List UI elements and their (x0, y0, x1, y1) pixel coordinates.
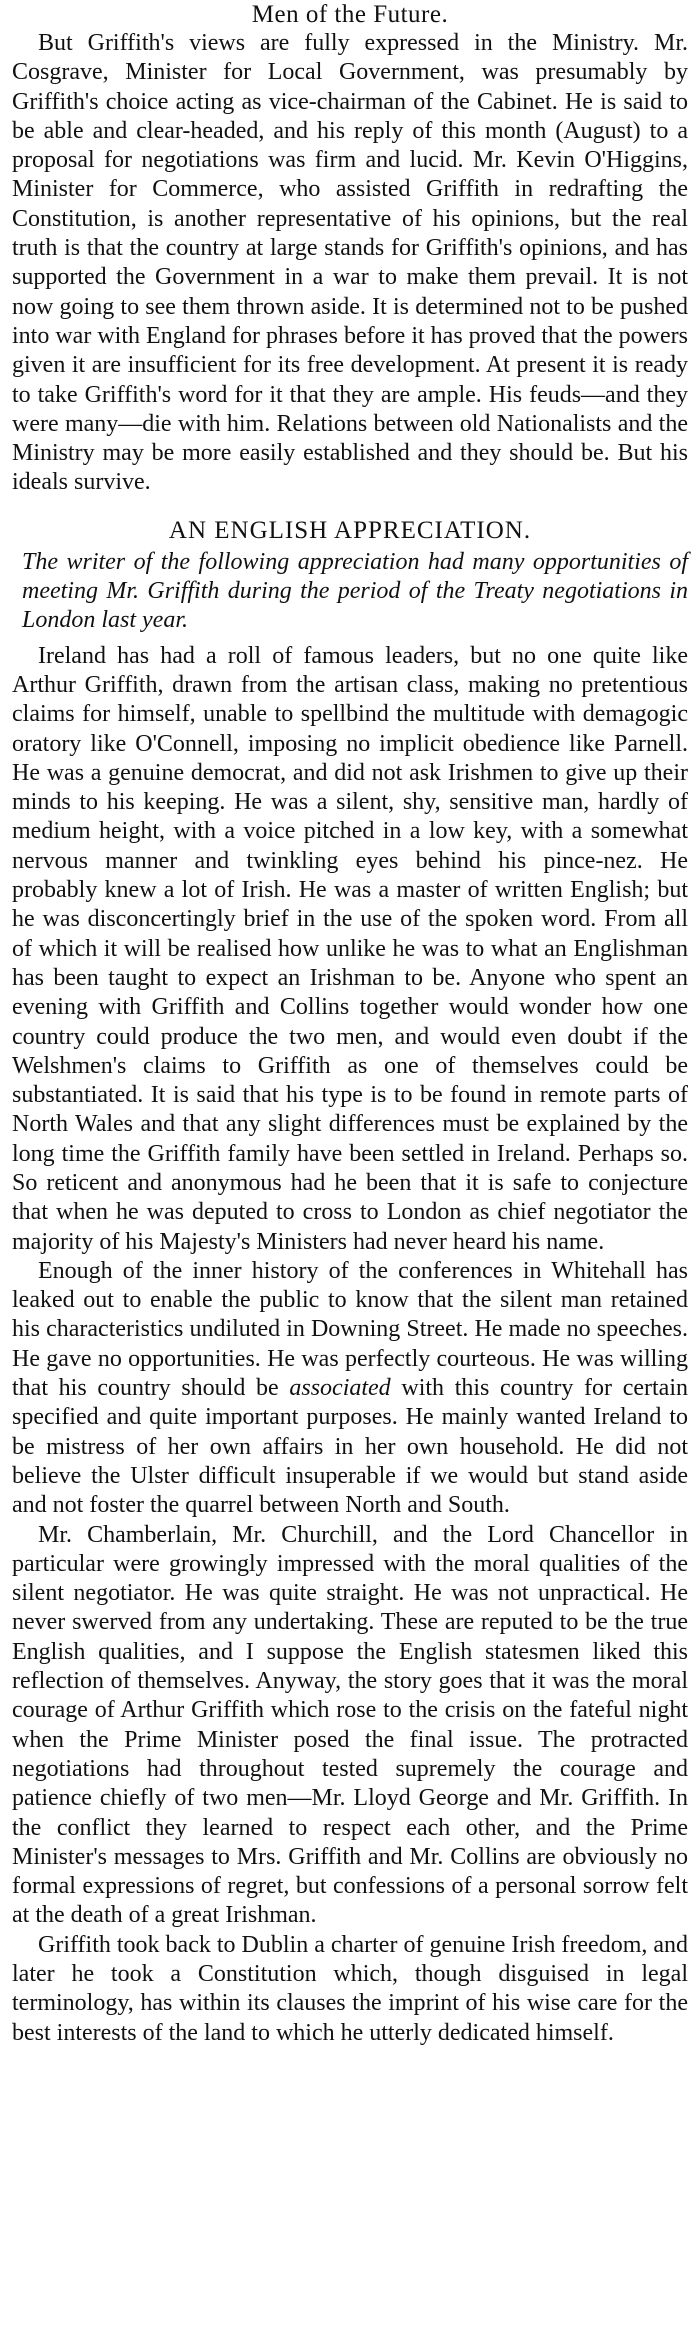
paragraph-2-text-after: with this country for certain specified and quite important purposes. He mainly wanted Ireland to be mistress of her own affairs in her own household. He did not believe the Ulster difficult insuperable if we would but stand aside and not foster the quarrel between North and South. (12, 1375, 688, 1519)
body-paragraph-1: Ireland has had a roll of famous leaders, but no one quite like Arthur Griffith, drawn from the artisan class, making no pretentious claims for himself, unable to spellbind the multitude with demagogic oratory like O'Connell, imposing no implicit obedience like Parnell. He was a genuine democrat, and did not ask Irishmen to give up their minds to his keeping. He was a silent, shy, sensitive man, hardly of medium height, with a voice pitched in a low key, with a somewhat nervous manner and twinkling eyes behind his pince-nez. He probably knew a lot of Irish. He was a master of written English; but he was disconcertingly brief in the use of the spoken word. From all of which it will be realised how unlike he was to what an Englishman has been taught to expect an Irishman to be. Anyone who spent an evening with Griffith and Collins together would wonder how one country could produce the two men, and would even doubt if the Welshmen's claims to Griffith as one of themselves could be substantiated. It is said that his type is to be found in remote parts of North Wales and that any slight differences must be explained by the long time the Griffith family have been settled in Ireland. Perhaps so. So reticent and anonymous had he been that it is safe to conjecture that when he was deputed to cross to London as chief negotiator the majority of his Majesty's Ministers had never heard his name. (12, 642, 688, 1255)
editor-note: The writer of the following appreciation had many opportunities of meeting Mr. Griffith during the period of the Treaty negotiations in London last year. (22, 548, 688, 634)
emphasis-associated: associated (289, 1375, 391, 1402)
body-paragraph-3: Mr. Chamberlain, Mr. Churchill, and the Lord Chancellor in particular were growingly impressed with the moral qualities of the silent negotiator. He was quite straight. He was not unpractical. He never swerved from any undertaking. These are reputed to be the true English qualities, and I suppose the English statesmen liked this reflection of themselves. Anyway, the story goes that it was the moral courage of Arthur Griffith which rose to the crisis on the fateful night when the Prime Minister posed the final issue. The protracted negotiations had throughout tested supremely the courage and patience chiefly of two men—Mr. Lloyd George and Mr. Griffith. In the conflict they learned to respect each other, and the Prime Minister's messages to Mrs. Griffith and Mr. Collins are obviously no formal expressions of regret, but confessions of a personal sorrow felt at the death of a great Irishman. (12, 1521, 688, 1929)
section-heading: AN ENGLISH APPRECIATION. (168, 516, 532, 544)
body-paragraph-2 (12, 1257, 688, 1521)
paragraph-2-text-before: Enough of the inner history of the conferences in Whitehall has leaked out to enable the public to know that the silent man retained his characteristics undiluted in Downing Street. He made no speeches. He gave no opportunities. He was perfectly courteous. He was willing that his country should be (12, 1257, 688, 1402)
intro-paragraph: But Griffith's views are fully expressed in the Ministry. Mr. Cosgrave, Minister for Local Government, was presumably by Griffith's choice acting as vice-chairman of the Cabinet. He is said to be able and clear-headed, and his reply of this month (August) to a proposal for negotiations was firm and lucid. Mr. Kevin O'Higgins, Minister for Commerce, who assisted Griffith in redrafting the Constitution, is another representative of his opinions, but the real truth is that the country at large stands for Griffith's opinions, and has supported the Government in a war to make them prevail. It is not now going to see them thrown aside. It is determined not to be pushed into war with England for phrases before it has proved that the powers given it are insufficient for its free development. At present it is ready to take Griffith's word for it that they are ample. His feuds—and they were many—die with him. Relations between old Nationalists and the Ministry may be more easily established and they should be. But his ideals survive. (12, 30, 688, 496)
body-paragraph-4: Griffith took back to Dublin a charter of genuine Irish freedom, and later he took a Constitution which, though disguised in legal terminology, has within its clauses the imprint of his wise care for the best interests of the land to which he utterly dedicated himself. (12, 1931, 689, 2046)
page-header: Men of the Future. (251, 1, 449, 28)
